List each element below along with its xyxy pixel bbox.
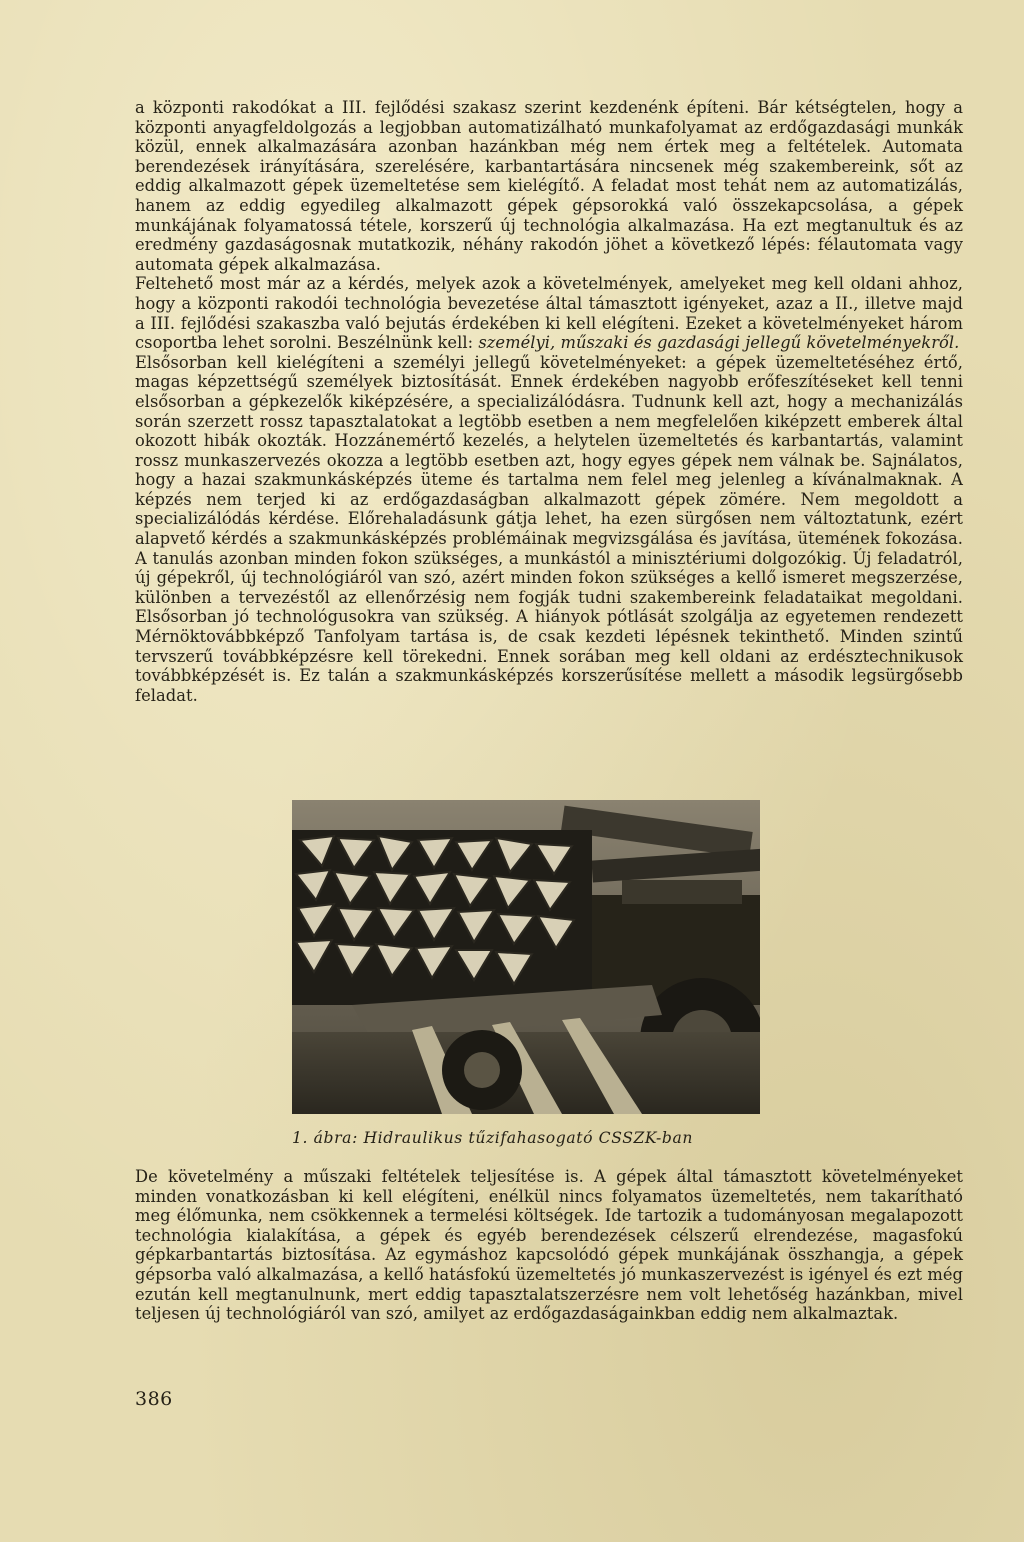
woodpile [292, 830, 592, 1005]
page-number: 386 [135, 1388, 173, 1410]
firewood-splitter-photo [292, 800, 760, 1114]
paragraph-1: a központi rakodókat a III. fejlődési szakasz szerint kezdenénk építeni. Bár kétségtelen, hogy a központi anyagfeldolgozás a legjobban automatizálható munkafolyamat az erdőgazdasági munkák közül, ennek alkalmazására azonban hazánkban még nem értek meg a feltételek. Automata berendezések irányítására, szerelésére, karbantartására nincsenek még szakembereink, sőt az eddig alkalmazott gépek üzemeltetése sem kielégítő. A feladat most tehát nem az automatizálás, hanem az eddig egyedileg alkalmazott gépek gépsorokká való összekapcsolása, a gépek munkájának folyamatossá tétele, korszerű új technológia alkalmazása. Ha ezt megtanultuk és az eredmény gazdaságosnak mutatkozik, néhány rakodón jöhet a következő lépés: félautomata vagy automata gépek alkalmazása. [135, 98, 963, 274]
figure-caption: 1. ábra: Hidraulikus tűzifahasogató CSSZK-ban [292, 1129, 694, 1147]
paragraph-4: De követelmény a műszaki feltételek teljesítése is. A gépek által támasztott követelményeket minden vonatkozásban ki kell elégíteni, enélkül nincs folyamatos üzemeltetés, nem takarítható meg élőmunka, nem csökkennek a termelési költségek. Ide tartozik a tudományosan megalapozott technológia kialakítása, a gépek és egyéb berendezések célszerű elrendezése, magasfokú gépkarbantartás biztosítása. Az egymáshoz kapcsolódó gépek munkájának összhangja, a gépek gépsorba való alkalmazása, a kellő hatásfokú üzemeltetés jó munkaszervezést is igényel és ezt még ezután kell megtanulnunk, mert eddig tapasztalatszerzésre nem volt lehetőség hazánkban, mivel teljesen új technológiáról van szó, amilyet az erdőgazdaságainkban eddig nem alkalmaztak. [135, 1167, 963, 1324]
paragraph-2-text: Feltehető most már az a kérdés, melyek azok a követelmények, amelyeket meg kell oldani ahhoz, hogy a központi rakodói technológia bevezetése által támasztott igényeket, azaz a II., illetve majd a III. fejlődési szakaszba való bejutás érdekében ki kell elégíteni. Ezeket a követelményeket három csoportba lehet sorolni. Beszélnünk kell: [135, 274, 963, 353]
paragraph-3: Elsősorban kell kielégíteni a személyi jellegű követelményeket: a gépek üzemeltetéséhez értő, magas képzettségű személyek biztosítását. Ennek érdekében nagyobb erőfeszítéseket kell tenni elsősorban a gépkezelők kiképzésére, a specializálódásra. Tudnunk kell azt, hogy a mechanizálás során szerzett rossz tapasztalatokat a legtöbb esetben a nem megfelelően kiképzett emberek által okozott hibák okozták. Hozzánemértő kezelés, a helytelen üzemeltetés és karbantartás, valamint rossz munkaszervezés okozza a legtöbb esetben azt, hogy egyes gépek nem válnak be. Sajnálatos, hogy a hazai szakmunkásképzés üteme és tartalma nem felel meg jelenleg a kívánalmaknak. A képzés nem terjed ki az erdőgazdaságban alkalmazott gépek zömére. Nem megoldott a specializálódás kérdése. Előrehaladásunk gátja lehet, ha ezen sürgősen nem változtatunk, ezért alapvető kérdés a szakmunkásképzés problémáinak megvizsgálása és javítása, ütemének fokozása. A tanulás azonban minden fokon szükséges, a munkástól a minisztériumi dolgozókig. Új feladatról, új gépekről, új technológiáról van szó, azért minden fokon szükséges a kellő ismeret megszerzése, különben a tervezéstől az ellenőrzésig nem fogják tudni szakembereink feladataikat megoldani. Elsősorban jó technológusokra van szükség. A hiányok pótlását szolgálja az egyetemen rendezett Mérnöktovábbképző Tanfolyam tartása is, de csak kezdeti lépésnek tekinthető. Minden szintű tervszerű továbbképzésre kell törekedni. Ennek sorában meg kell oldani az erdésztechnikusok továbbképzését is. Ez talán a szakmunkásképzés korszerűsítése mellett a második legsürgősebb feladat. [135, 352, 963, 705]
requirements-emphasis: személyi, műszaki és gazdasági jellegű követelményekről. [478, 333, 960, 353]
body-text-bottom [135, 1167, 963, 1324]
body-text-top [135, 98, 963, 705]
paragraph-2 [135, 274, 963, 352]
figure-photo [292, 800, 760, 1114]
